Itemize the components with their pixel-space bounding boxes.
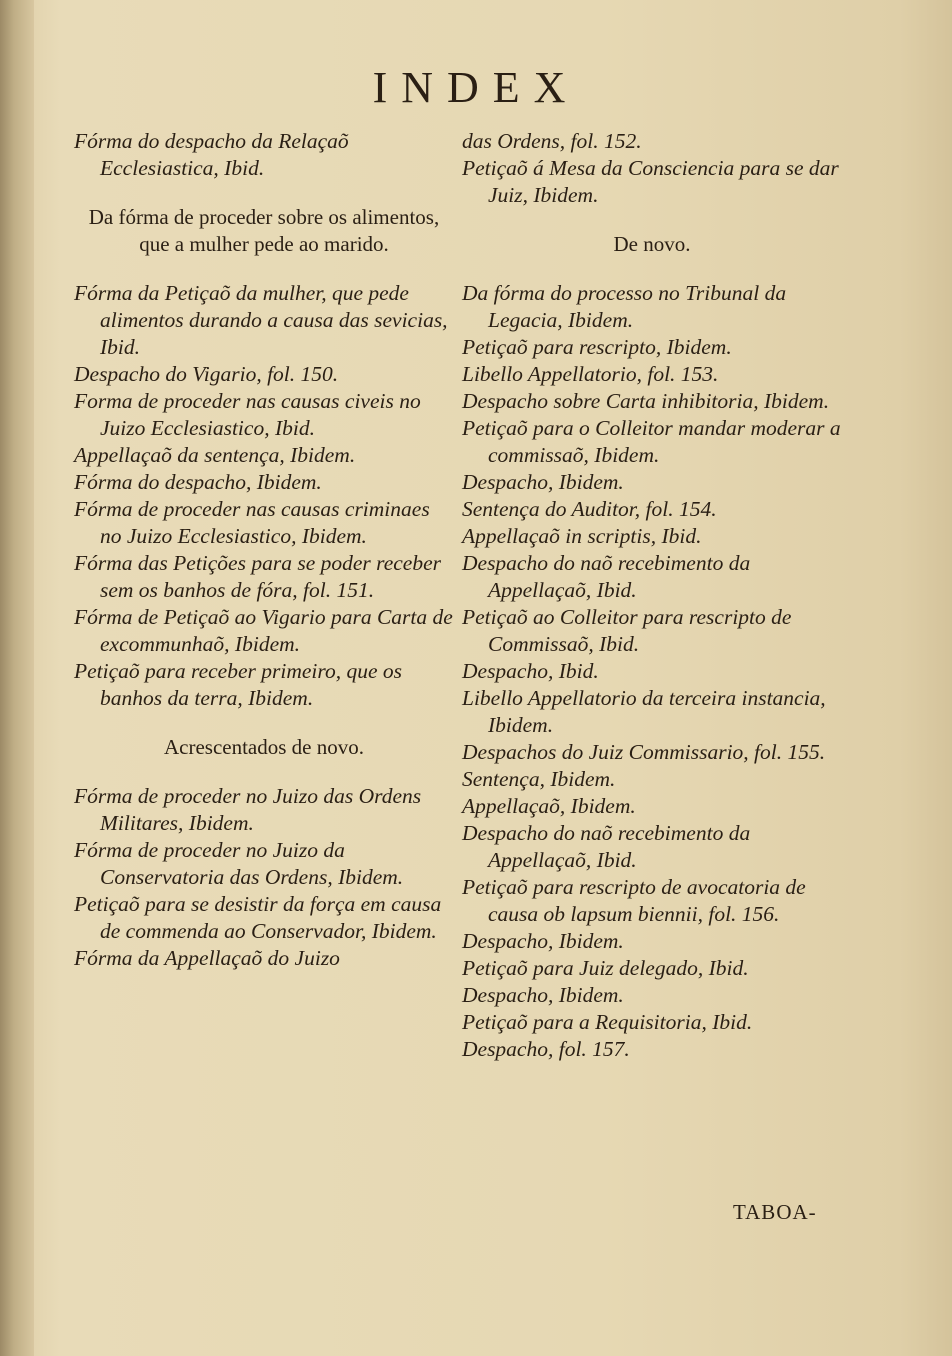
index-entry: Petiçaõ ao Colleitor para rescripto de Commissaõ, Ibid. (462, 605, 792, 656)
index-entry: Petiçaõ para rescripto, Ibidem. (462, 335, 732, 359)
index-entry: Fórma da Petiçaõ da mulher, que pede alimentos durando a causa das sevicias, Ibid. (74, 281, 448, 359)
index-entry: Sentença, Ibidem. (462, 767, 616, 791)
index-entry: Despacho, Ibidem. (462, 470, 624, 494)
index-entry: Petiçaõ para rescripto de avocatoria de causa ob lapsum biennii, fol. 156. (462, 875, 806, 926)
section-heading: Da fórma de proceder sobre os alimentos, que a mulher pede ao marido. (88, 205, 440, 256)
right-column (462, 128, 842, 1063)
catchword: TABOA- (733, 1200, 817, 1224)
index-entry: Appellaçaõ da sentença, Ibidem. (74, 443, 356, 467)
index-entry: Despacho, Ibidem. (462, 983, 624, 1007)
section-heading: De novo. (613, 232, 691, 256)
index-entry: Da fórma do processo no Tribunal da Legacia, Ibidem. (462, 281, 787, 332)
index-entry: Forma de proceder nas causas civeis no Juizo Ecclesiastico, Ibid. (74, 389, 421, 440)
page-title: INDEX (372, 63, 580, 112)
index-entry: das Ordens, fol. 152. (462, 129, 642, 153)
section-heading: Acrescentados de novo. (163, 735, 364, 759)
index-entry: Despacho do naõ recebimento da Appellaçaõ, Ibid. (462, 551, 751, 602)
index-entry: Despachos do Juiz Commissario, fol. 155. (462, 740, 826, 764)
left-column (74, 128, 454, 972)
index-entry: Petiçaõ para a Requisitoria, Ibid. (462, 1010, 753, 1034)
index-entry: Fórma de proceder no Juizo das Ordens Militares, Ibidem. (74, 784, 422, 835)
index-entry: Despacho, Ibidem. (462, 929, 624, 953)
index-entry: Sentença do Auditor, fol. 154. (462, 497, 717, 521)
index-entry: Fórma do despacho, Ibidem. (74, 470, 322, 494)
index-entry: Despacho, Ibid. (462, 659, 599, 683)
index-entry: Fórma do despacho da Relaçaõ Ecclesiastica, Ibid. (74, 129, 349, 180)
index-entry: Despacho, fol. 157. (462, 1037, 630, 1061)
index-entry: Despacho sobre Carta inhibitoria, Ibidem. (462, 389, 830, 413)
index-entry: Fórma da Appellaçaõ do Juizo (74, 946, 340, 970)
index-entry: Despacho do naõ recebimento da Appellaçaõ, Ibid. (462, 821, 751, 872)
index-entry: Appellaçaõ, Ibidem. (462, 794, 636, 818)
index-entry: Libello Appellatorio da terceira instancia, Ibidem. (462, 686, 826, 737)
index-entry: Fórma de proceder no Juizo da Conservatoria das Ordens, Ibidem. (74, 838, 404, 889)
index-entry: Fórma das Petições para se poder receber sem os banhos de fóra, fol. 151. (74, 551, 442, 602)
index-entry: Petiçaõ para se desistir da força em causa de commenda ao Conservador, Ibidem. (74, 892, 442, 943)
index-entry: Despacho do Vigario, fol. 150. (74, 362, 339, 386)
index-entry: Appellaçaõ in scriptis, Ibid. (462, 524, 702, 548)
index-entry: Libello Appellatorio, fol. 153. (462, 362, 719, 386)
index-entry: Petiçaõ para Juiz delegado, Ibid. (462, 956, 749, 980)
index-entry: Petiçaõ á Mesa da Consciencia para se dar Juiz, Ibidem. (462, 156, 839, 207)
index-entry: Fórma de Petiçaõ ao Vigario para Carta de excommunhaõ, Ibidem. (74, 605, 453, 656)
index-entry: Petiçaõ para receber primeiro, que os banhos da terra, Ibidem. (74, 659, 403, 710)
index-entry: Fórma de proceder nas causas criminaes no Juizo Ecclesiastico, Ibidem. (74, 497, 430, 548)
index-entry: Petiçaõ para o Colleitor mandar moderar a commissaõ, Ibidem. (462, 416, 841, 467)
page-spine-shadow (0, 0, 34, 1356)
